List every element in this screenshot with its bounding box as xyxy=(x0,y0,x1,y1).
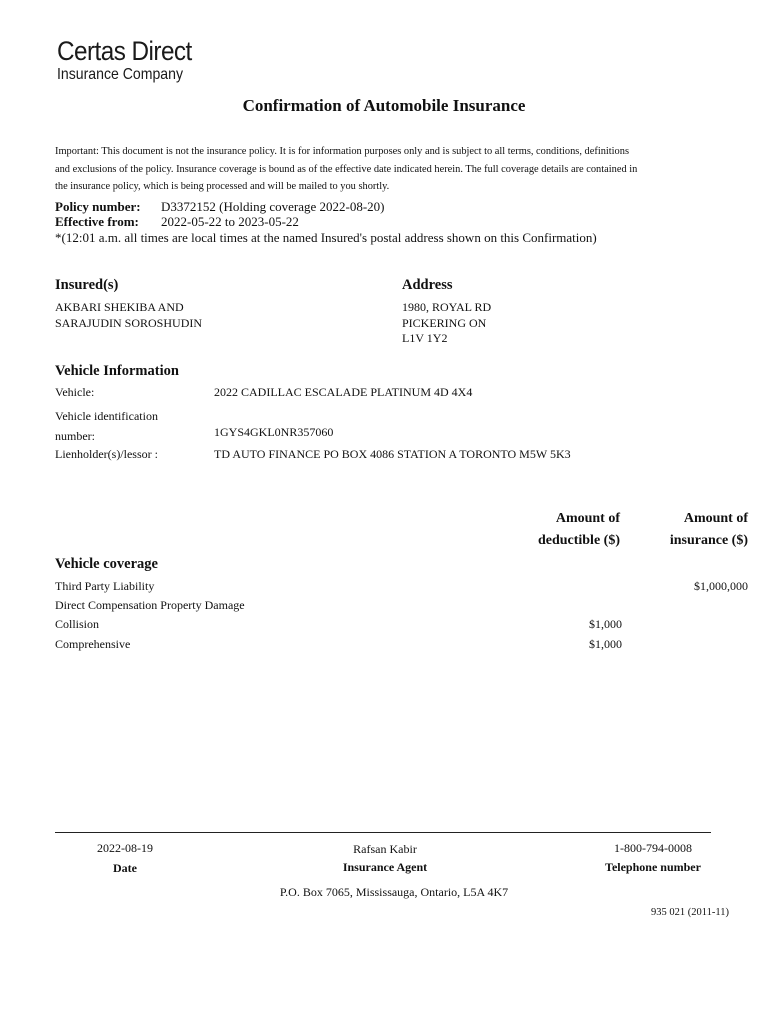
vin-value: 1GYS4GKL0NR357060 xyxy=(214,425,334,439)
coverage-heading: Vehicle coverage xyxy=(55,556,158,572)
vin-label-cont: number: xyxy=(55,429,95,443)
time-note: *(12:01 a.m. all times are local times at the named Insured's postal address shown on this Confirmation) xyxy=(55,230,597,245)
address-line: L1V 1Y2 xyxy=(402,331,448,345)
coverage-row-name: Third Party Liability xyxy=(55,579,155,593)
insurance-header-cont: insurance ($) xyxy=(669,533,748,548)
address-heading: Address xyxy=(402,277,453,293)
signature-divider xyxy=(55,832,711,833)
form-number: 935 021 (2011-11) xyxy=(651,907,729,918)
vehicle-value: 2022 CADILLAC ESCALADE PLATINUM 4D 4X4 xyxy=(214,385,473,399)
company-logo-subtitle: Insurance Company xyxy=(57,66,184,83)
vin-label: Vehicle identification xyxy=(55,409,158,423)
footer-address: P.O. Box 7065, Mississauga, Ontario, L5A 4K7 xyxy=(279,885,509,899)
effective-value: 2022-05-22 to 2023-05-22 xyxy=(161,214,299,229)
coverage-row-deductible: $1,000 xyxy=(589,617,622,631)
coverage-row-name: Collision xyxy=(55,617,100,631)
coverage-row-name: Comprehensive xyxy=(55,637,131,651)
vehicle-label: Vehicle: xyxy=(55,385,95,399)
coverage-row-deductible: $1,000 xyxy=(589,637,622,651)
insured-line: AKBARI SHEKIBA AND xyxy=(55,300,184,314)
insured-line: SARAJUDIN SOROSHUDIN xyxy=(55,316,203,330)
insured-heading: Insured(s) xyxy=(55,277,119,293)
insurance-header: Amount of xyxy=(683,511,748,526)
disclaimer-text: Important: This document is not the insurance policy. It is for information purposes only and is subject to all terms, conditions, definitions and exclusions of the policy. Insurance coverage is bound as of the effective date indicated herein. The full coverage details are contained in the insurance policy, which is being processed and will be mailed to you shortly. xyxy=(55,146,638,192)
coverage-row-name: Direct Compensation Property Damage xyxy=(55,598,245,612)
footer-date-value: 2022-08-19 xyxy=(97,841,153,855)
deductible-header-cont: deductible ($) xyxy=(537,533,620,548)
vehicle-info-heading: Vehicle Information xyxy=(55,363,179,379)
policy-number-label: Policy number: xyxy=(55,199,141,214)
company-logo-name: Certas Direct xyxy=(57,36,192,66)
policy-number-value: D3372152 (Holding coverage 2022-08-20) xyxy=(161,199,385,214)
footer-agent-value: Rafsan Kabir xyxy=(353,842,417,856)
footer-agent-label: Insurance Agent xyxy=(342,860,428,874)
coverage-row-insurance: $1,000,000 xyxy=(694,579,748,593)
footer-phone-value: 1-800-794-0008 xyxy=(614,841,692,855)
document-title: Confirmation of Automobile Insurance xyxy=(242,96,526,115)
effective-label: Effective from: xyxy=(55,214,139,229)
lienholder-label: Lienholder(s)/lessor : xyxy=(55,447,158,461)
footer-phone-label: Telephone number xyxy=(605,860,701,874)
address-line: 1980, ROYAL RD xyxy=(402,300,492,314)
lienholder-value: TD AUTO FINANCE PO BOX 4086 STATION A TORONTO M5W 5K3 xyxy=(214,447,571,461)
footer-date-label: Date xyxy=(113,861,137,875)
deductible-header: Amount of xyxy=(555,511,620,526)
address-line: PICKERING ON xyxy=(402,316,487,330)
